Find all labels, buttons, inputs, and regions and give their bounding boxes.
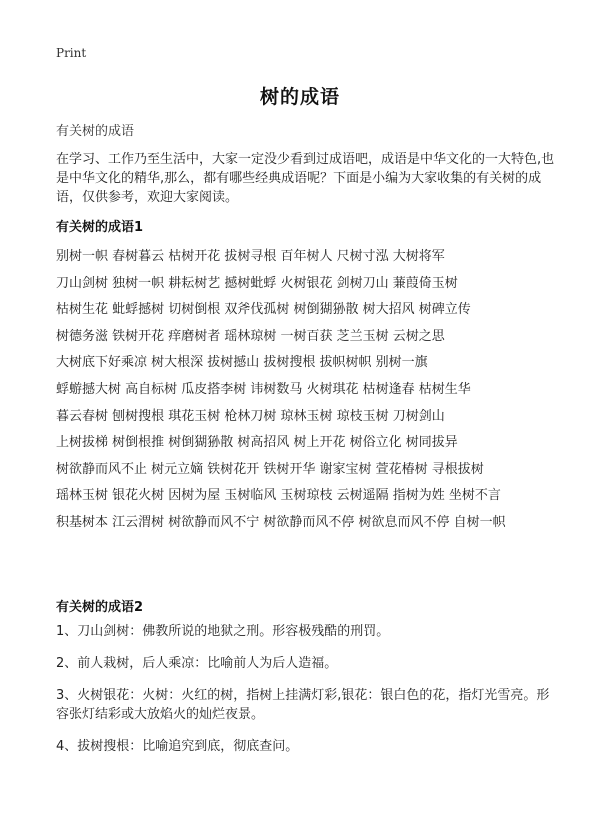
- idiom-line: 刀山剑树 独树一帜 耕耘树艺 撼树蚍蜉 火树银花 剑树刀山 蒹葭倚玉树: [56, 275, 458, 291]
- idiom-line: 树欲静而风不止 树元立嫡 铁树花开 铁树开华 谢家宝树 萱花椿树 寻根拔树: [56, 461, 484, 477]
- definition-item: 2、前人栽树，后人乘凉：比喻前人为后人造福。: [56, 656, 338, 671]
- intro-paragraph: 在学习、工作乃至生活中，大家一定没少看到过成语吧，成语是中华文化的一大特色,也是中华文化的精华,那么，都有哪些经典成语呢？下面是小编为大家收集的有关树的成语，仅供参考，欢迎大家阅读。: [56, 152, 555, 205]
- idiom-line: 枯树生花 蚍蜉撼树 切树倒根 双斧伐孤树 树倒猢狲散 树大招风 树碑立传: [56, 302, 471, 318]
- article-subtitle: 有关树的成语: [56, 124, 135, 139]
- idiom-line: 别树一帜 春树暮云 枯树开花 拔树寻根 百年树人 尺树寸泓 大树将军: [56, 249, 445, 264]
- idiom-line: 树德务滋 铁树开花 痒磨树者 瑶林琼树 一树百获 芝兰玉树 云树之思: [56, 328, 445, 344]
- idiom-definitions: [56, 622, 556, 769]
- definition-item: 3、火树银花：火树：火红的树，指树上挂满灯彩,银花：银白色的花，指灯光雪亮。形容张灯结彩或大放焰火的灿烂夜景。: [56, 688, 550, 722]
- idiom-line: 蜉蝣撼大树 高自标树 瓜皮搭李树 讳树数马 火树琪花 枯树逢春 枯树生华: [56, 381, 471, 397]
- print-link[interactable]: Print: [56, 46, 87, 60]
- section-heading-1: 有关树的成语1: [56, 220, 144, 235]
- idiom-line: 暮云春树 刨树搜根 琪花玉树 枪林刀树 琼林玉树 琼枝玉树 刀树剑山: [56, 408, 445, 424]
- idiom-list: [56, 244, 556, 537]
- idiom-line: 瑶林玉树 银花火树 因树为屋 玉树临风 玉树琼枝 云树遥隔 指树为姓 坐树不言: [56, 488, 501, 504]
- article-title: 树的成语: [259, 86, 340, 108]
- idiom-line: 上树拔梯 树倒根推 树倒猢狲散 树高招风 树上开花 树俗立化 树同拔异: [56, 435, 458, 451]
- definition-item: 1、刀山剑树：佛教所说的地狱之刑。形容极残酷的刑罚。: [56, 624, 390, 639]
- section-heading-2: 有关树的成语2: [56, 600, 144, 615]
- definition-item: 4、拔树搜根：比喻追究到底，彻底查问。: [56, 739, 299, 754]
- idiom-line: 大树底下好乘凉 树大根深 拔树撼山 拔树搜根 拔帜树帜 别树一旗: [56, 355, 428, 371]
- idiom-line: 积基树本 江云渭树 树欲静而风不宁 树欲静而风不停 树欲息而风不停 自树一帜: [56, 514, 506, 530]
